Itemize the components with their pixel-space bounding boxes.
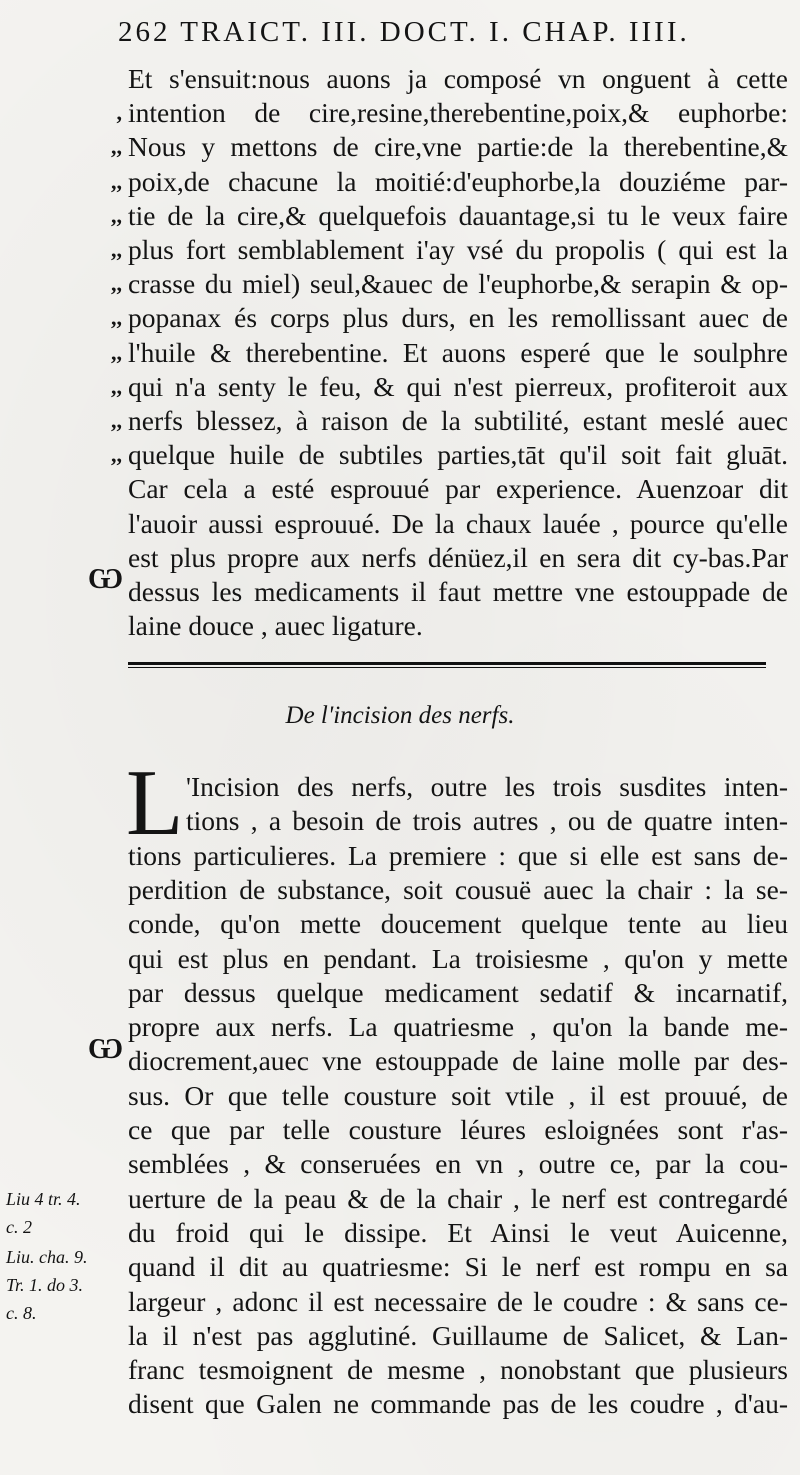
running-header: 262 TRAICT. III. DOCT. I. CHAP. IIII. — [118, 16, 690, 48]
text-line: sus. Or que telle cousture soit vtile , il est prouué, de — [128, 1079, 788, 1111]
quotation-mark: ,, — [111, 339, 122, 365]
text-line: poix,de chacune la moitié:d'euphorbe,la douziéme par- — [128, 165, 788, 197]
text-line: nerfs blessez, à raison de la subtilité, estant meslé auec — [128, 405, 788, 436]
text-line: qui n'a senty le feu, & qui n'est pierreux, profiteroit aux — [128, 370, 788, 402]
text-line: franc tesmoignent de mesme , nonobstant que plusieurs — [128, 1354, 788, 1386]
text-line: crasse du miel) seul,&auec de l'euphorbe,& serapin & op- — [128, 268, 788, 300]
paragraph-mark-icon: Ѡ — [88, 562, 124, 595]
text-line: dessus les medicaments il faut mettre vne estouppade de — [128, 576, 788, 607]
text-line: Et s'ensuit:nous auons ja composé vn onguent à cette — [128, 63, 788, 94]
text-line: perdition de substance, soit cousuë auec la chair : la se- — [128, 873, 788, 905]
quotation-mark: ,, — [111, 134, 122, 160]
text-line: disent que Galen ne commande pas de les coudre , d'au- — [128, 1388, 788, 1420]
quotation-mark: ,, — [111, 305, 122, 331]
text-line: par dessus quelque medicament sedatif & incarnatif, — [128, 976, 788, 1008]
text-line: la il n'est pas agglutiné. Guillaume de Salicet, & Lan- — [128, 1319, 788, 1351]
drop-cap: L — [126, 751, 184, 855]
text-line: plus fort semblablement i'ay vsé du propolis ( qui est la — [128, 234, 788, 265]
quotation-mark: ,, — [111, 168, 122, 194]
text-line: popanax és corps plus durs, en les remollissant auec de — [128, 302, 788, 334]
quotation-mark: ,, — [111, 408, 122, 433]
text-line: qui est plus en pendant. La troisiesme , qu'on y mette — [128, 942, 788, 974]
text-line: du froid qui le dissipe. Et Ainsi le veut Auicenne, — [128, 1216, 788, 1248]
text-line: diocrement,auec vne estouppade de laine molle par des- — [128, 1045, 788, 1077]
section-divider — [128, 662, 766, 668]
text-line: l'auoir aussi esprouué. De la chaux lauée , pource qu'elle — [128, 507, 788, 539]
text-line: quand il dit au quatriesme: Si le nerf est rompu en sa — [128, 1251, 788, 1283]
quotation-mark: ,, — [111, 442, 122, 468]
text-line: intention de cire,resine,therebentine,poix,& euphorbe: — [128, 97, 788, 129]
quotation-mark: ,, — [111, 271, 122, 297]
margin-note: c. 2 — [6, 1217, 32, 1237]
text-line: uerture de la peau & de la chair , le nerf est contregardé — [128, 1182, 788, 1214]
text-line: tie de la cire,& quelquefois dauantage,si tu le veux faire — [128, 199, 788, 231]
text-line: laine douce , auec ligature. — [128, 610, 423, 642]
paragraph-mark-icon: Ѡ — [88, 1032, 124, 1065]
text-line: quelque huile de subtiles parties,tāt qu'il soit fait gluāt. — [128, 439, 788, 471]
text-line: semblées , & conseruées en vn , outre ce, par la cou- — [128, 1148, 788, 1180]
margin-note: c. 8. — [6, 1303, 37, 1323]
text-line: Car cela a esté esprouué par experience. Auenzoar dit — [128, 473, 788, 505]
text-line: conde, qu'on mette doucement quelque tente au lieu — [128, 908, 788, 940]
text-line: tions particulieres. La premiere : que si elle est sans de- — [128, 839, 788, 871]
quotation-mark: ,, — [111, 237, 122, 262]
text-line: ce que par telle cousture léures esloignées sont r'as- — [128, 1114, 788, 1145]
text-line: largeur , adonc il est necessaire de le coudre : & sans ce- — [128, 1285, 788, 1317]
margin-note: Liu. cha. 9. — [6, 1247, 88, 1267]
quotation-mark: , — [116, 100, 122, 126]
text-line: propre aux nerfs. La quatriesme , qu'on la bande me- — [128, 1011, 788, 1043]
text-line: est plus propre aux nerfs dénüez,il en sera dit cy-bas.Par — [128, 541, 788, 573]
text-line: tions , a besoin de trois autres , ou de quatre inten- — [186, 805, 788, 837]
text-line: l'huile & therebentine. Et auons esperé que le soulphre — [128, 336, 788, 368]
text-line: Nous y mettons de cire,vne partie:de la therebentine,& — [128, 131, 788, 163]
margin-note: Tr. 1. do 3. — [6, 1275, 84, 1295]
quotation-mark: ,, — [111, 373, 122, 399]
section-title: De l'incision des nerfs. — [285, 702, 515, 729]
margin-note: Liu 4 tr. 4. — [6, 1189, 81, 1209]
text-line: 'Incision des nerfs, outre les trois susdites inten- — [186, 771, 788, 802]
quotation-mark: ,, — [111, 202, 122, 228]
